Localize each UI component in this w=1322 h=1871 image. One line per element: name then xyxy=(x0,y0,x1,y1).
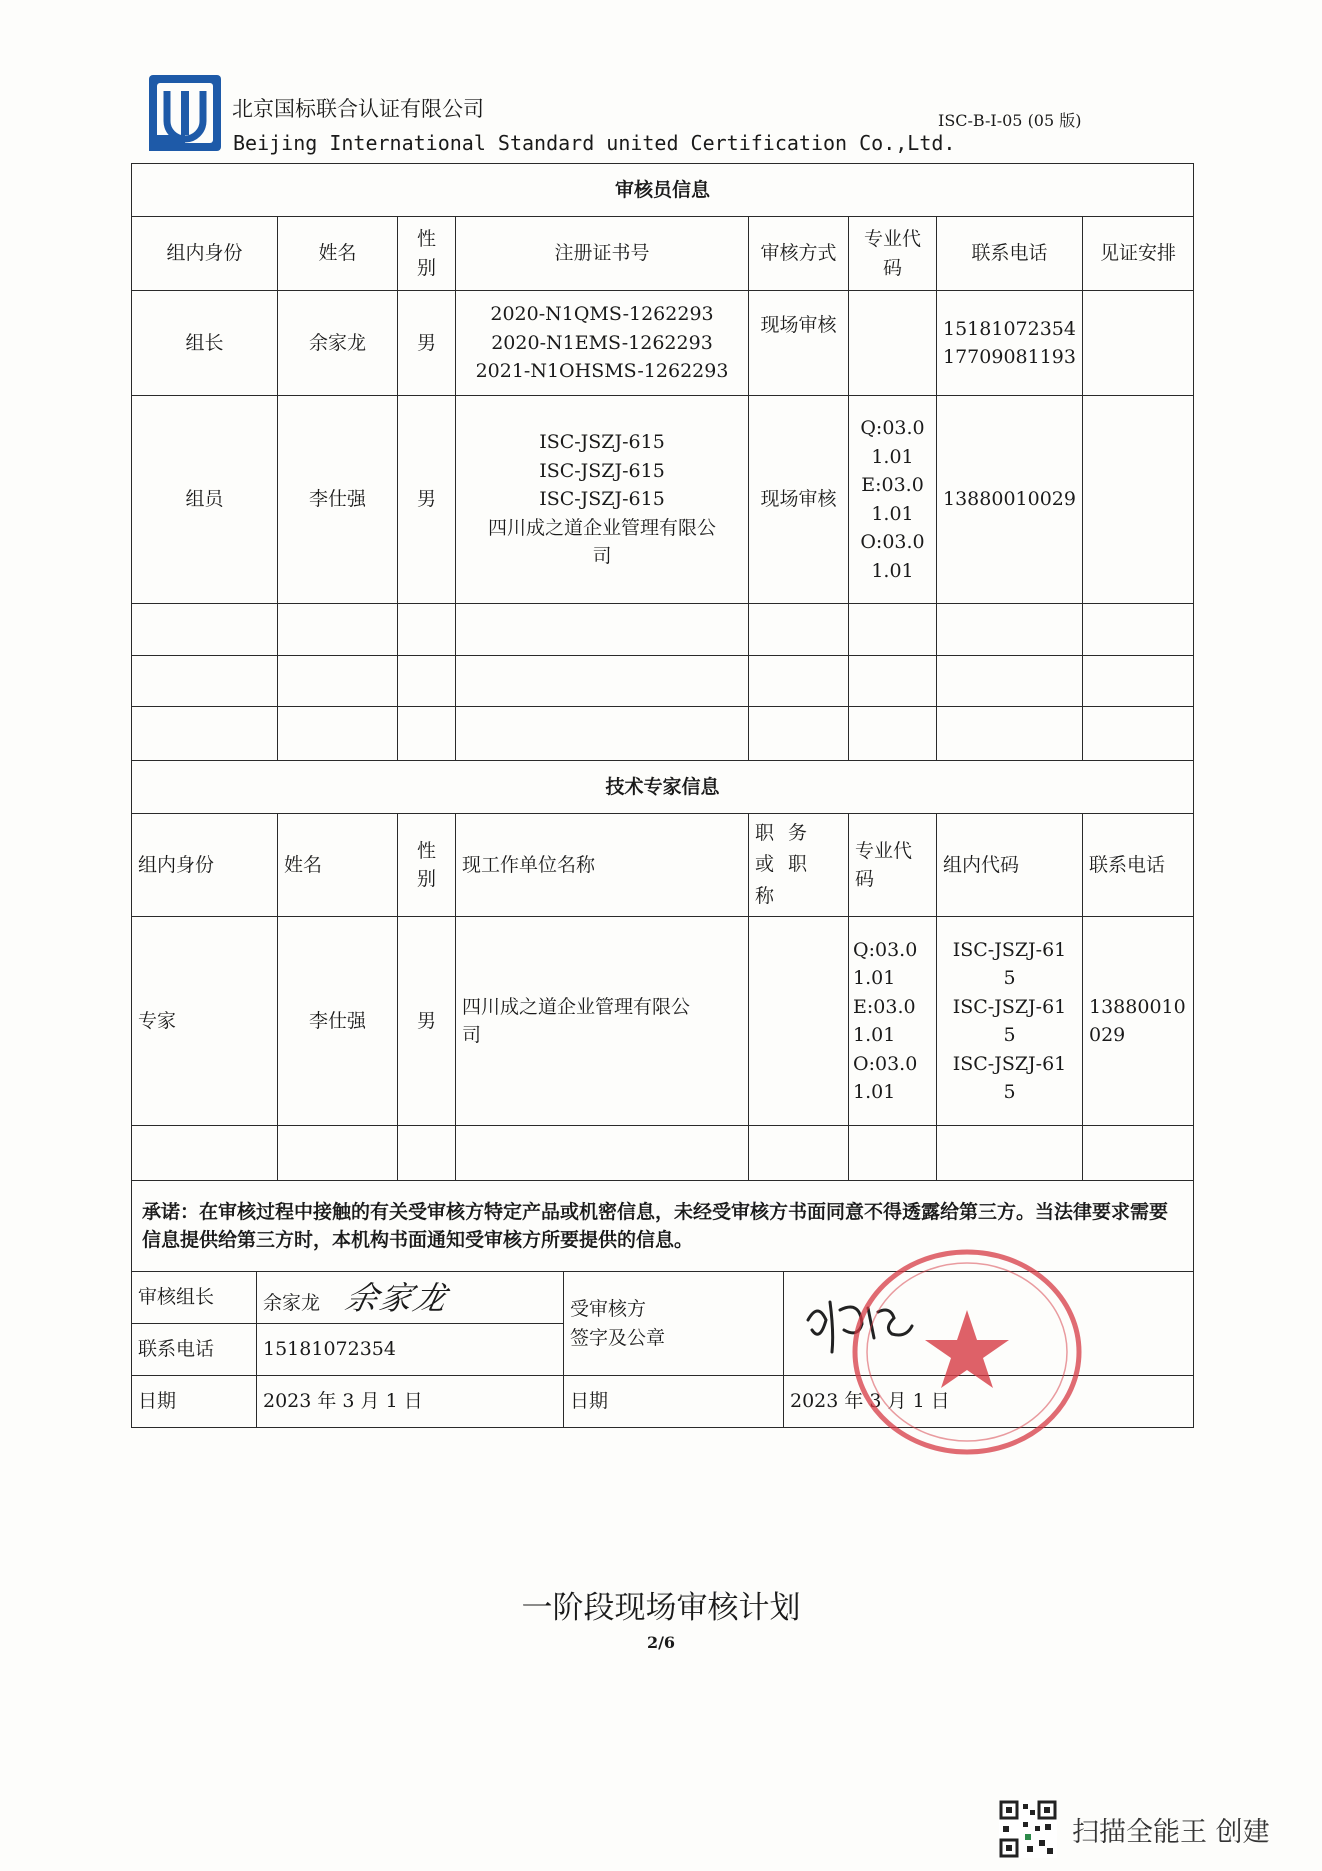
table-row-empty xyxy=(132,707,1194,761)
col-header-group-code: 组内代码 xyxy=(937,814,1083,917)
col-header-name: 姓名 xyxy=(278,814,398,917)
table-row-empty xyxy=(132,1126,1194,1181)
table-row-empty xyxy=(132,656,1194,707)
expert-table xyxy=(131,760,1194,1272)
col-header-gender: 性别 xyxy=(398,814,456,917)
role-cell: 专家 xyxy=(132,917,278,1126)
col-header-name: 姓名 xyxy=(278,217,398,291)
table-row xyxy=(132,291,1194,396)
col-header-phone: 联系电话 xyxy=(1083,814,1194,917)
expert-section-title: 技术专家信息 xyxy=(132,761,1194,814)
auditor-section-title: 审核员信息 xyxy=(132,164,1194,217)
confidentiality-notice: 承诺：在审核过程中接触的有关受审核方特定产品或机密信息，未经受审核方书面同意不得透露给第三方。当法律要求需要信息提供给第三方时，本机构书面通知受审核方所要提供的信息。 xyxy=(132,1181,1194,1272)
table-row-empty xyxy=(132,604,1194,656)
role-cell: 组长 xyxy=(132,291,278,396)
leader-label: 审核组长 xyxy=(132,1272,257,1324)
table-row xyxy=(132,396,1194,604)
name-cell: 李仕强 xyxy=(278,917,398,1126)
col-header-witness: 见证安排 xyxy=(1083,217,1194,291)
company-name-cn: 北京国标联合认证有限公司 xyxy=(232,97,484,121)
phone-label: 联系电话 xyxy=(132,1324,257,1376)
table-row xyxy=(132,917,1194,1126)
name-cell: 余家龙 xyxy=(278,291,398,396)
gender-cell: 男 xyxy=(398,291,456,396)
code-cell: Q:03.0 1.01 E:03.0 1.01 O:03.0 1.01 xyxy=(849,396,937,604)
col-header-unit: 现工作单位名称 xyxy=(456,814,749,917)
col-header-title: 职务或职称 xyxy=(749,814,849,917)
method-cell: 现场审核 xyxy=(749,396,849,604)
title-cell xyxy=(749,917,849,1126)
col-header-cert: 注册证书号 xyxy=(456,217,749,291)
cert-cell: ISC-JSZJ-615 ISC-JSZJ-615 ISC-JSZJ-615 四川成之道企业管理有限公 司 xyxy=(456,396,749,604)
document-code: ISC-B-I-05 (05 版) xyxy=(938,111,1082,130)
auditee-date-label: 日期 xyxy=(564,1376,784,1428)
auditor-table xyxy=(131,163,1194,761)
auditee-date: 2023 年 3 月 1 日 xyxy=(784,1376,1194,1428)
leader-phone: 15181072354 xyxy=(257,1324,564,1376)
gender-cell: 男 xyxy=(398,917,456,1126)
witness-cell xyxy=(1083,396,1194,604)
qr-code-icon xyxy=(999,1800,1057,1858)
witness-cell xyxy=(1083,291,1194,396)
footer-title: 一阶段现场审核计划 xyxy=(521,1590,801,1626)
group-code-cell: ISC-JSZJ-61 5 ISC-JSZJ-61 5 ISC-JSZJ-61 5 xyxy=(937,917,1083,1126)
code-cell: Q:03.0 1.01 E:03.0 1.01 O:03.0 1.01 xyxy=(849,917,937,1126)
role-cell: 组员 xyxy=(132,396,278,604)
page-number: 2/6 xyxy=(646,1633,676,1652)
auditee-label: 受审核方 签字及公章 xyxy=(564,1272,784,1376)
phone-cell: 13880010 029 xyxy=(1083,917,1194,1126)
company-logo xyxy=(147,73,223,153)
name-cell: 李仕强 xyxy=(278,396,398,604)
phone-cell: 15181072354 17709081193 xyxy=(937,291,1083,396)
gender-cell: 男 xyxy=(398,396,456,604)
company-seal xyxy=(842,1240,1092,1460)
col-header-phone: 联系电话 xyxy=(937,217,1083,291)
leader-name-cell xyxy=(257,1272,564,1324)
scanner-watermark: 扫描全能王 创建 xyxy=(1072,1817,1270,1848)
date-label: 日期 xyxy=(132,1376,257,1428)
leader-name: 余家龙 xyxy=(263,1291,321,1314)
col-header-role: 组内身份 xyxy=(132,217,278,291)
col-header-method: 审核方式 xyxy=(749,217,849,291)
unit-cell: 四川成之道企业管理有限公 司 xyxy=(456,917,749,1126)
col-header-code: 专业代码 xyxy=(849,217,937,291)
phone-cell: 13880010029 xyxy=(937,396,1083,604)
code-cell xyxy=(849,291,937,396)
cert-cell: 2020-N1QMS-1262293 2020-N1EMS-1262293 2021-N1OHSMS-1262293 xyxy=(456,291,749,396)
col-header-role: 组内身份 xyxy=(132,814,278,917)
col-header-code: 专业代码 xyxy=(849,814,937,917)
method-cell: 现场审核 xyxy=(749,291,849,396)
col-header-gender: 性别 xyxy=(398,217,456,291)
company-name-en: Beijing International Standard united Certification Co.,Ltd. xyxy=(233,131,956,155)
leader-signature: 余家龙 xyxy=(342,1278,453,1317)
leader-date: 2023 年 3 月 1 日 xyxy=(257,1376,564,1428)
